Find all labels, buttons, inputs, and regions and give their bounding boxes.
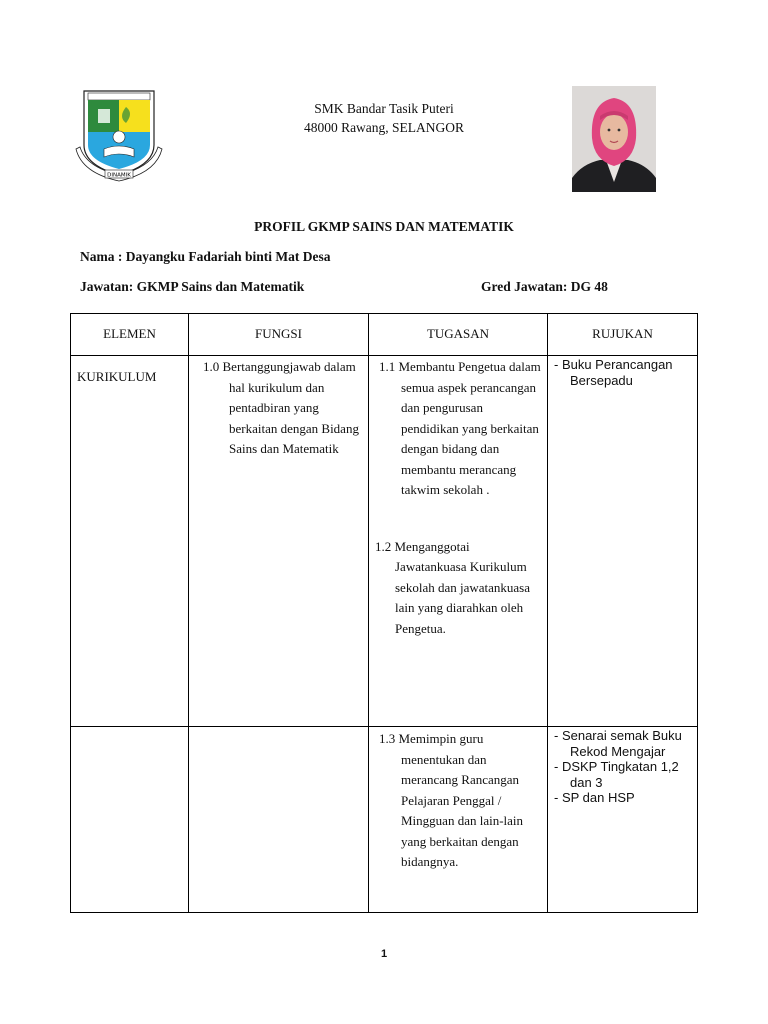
profile-table — [70, 313, 698, 913]
profile-grade: Gred Jawatan: DG 48 — [481, 279, 608, 294]
tugasan-3-text: 1.3 Memimpin guru menentukan dan merancang Rancangan Pelajaran Penggal / Mingguan dan lain-lain yang berkaitan dengan bidangnya. — [379, 731, 524, 869]
school-name: SMK Bandar Tasik Puteri — [314, 101, 454, 116]
cell-fungsi-empty — [189, 727, 369, 913]
table-row — [71, 356, 698, 727]
cell-rujukan — [548, 356, 698, 727]
cell-elemen — [71, 356, 189, 727]
rujukan-list — [548, 356, 697, 388]
tugasan-1-text: 1.1 Membantu Pengetua dalam semua aspek perancangan dan pengurusan pendidikan yang berkaitan dengan bidang dan membantu merancang takwim sekolah . — [379, 359, 541, 497]
cell-rujukan — [548, 727, 698, 913]
rujukan-item: - SP dan HSP — [554, 790, 635, 805]
rujukan-list — [548, 727, 697, 806]
school-address: 48000 Rawang, SELANGOR — [303, 120, 465, 135]
elemen-text: KURIKULUM — [77, 369, 157, 384]
cell-tugasan — [369, 356, 548, 727]
tugasan-2-text: 1.2 Menganggotai Jawatankuasa Kurikulum sekolah dan jawatankuasa lain yang diarahkan oleh Pengetua. — [375, 538, 531, 636]
profile-name: Nama : Dayangku Fadariah binti Mat Desa — [80, 249, 331, 264]
page-title: PROFIL GKMP SAINS DAN MATEMATIK — [254, 219, 514, 234]
crest-motto-text: DINAMIK — [107, 172, 131, 179]
table-row — [71, 727, 698, 913]
cell-elemen-empty — [71, 727, 189, 913]
header-tugasan: TUGASAN — [369, 314, 548, 356]
cell-fungsi — [189, 356, 369, 727]
rujukan-item: - Senarai semak Buku Rekod Mengajar — [554, 728, 682, 759]
rujukan-item: - Buku Perancangan Bersepadu — [554, 357, 673, 388]
rujukan-item: - DSKP Tingkatan 1,2 dan 3 — [554, 759, 679, 790]
header-fungsi: FUNGSI — [189, 314, 369, 356]
cell-tugasan — [369, 727, 548, 913]
profile-position: Jawatan: GKMP Sains dan Matematik — [80, 279, 305, 294]
table-header-row — [71, 314, 698, 356]
profile-photo — [572, 86, 656, 192]
fungsi-text: 1.0 Bertanggungjawab dalam hal kurikulum dan pentadbiran yang berkaitan dengan Bidang Sains dan Matematik — [203, 359, 359, 456]
header-rujukan: RUJUKAN — [548, 314, 698, 356]
header-elemen: ELEMEN — [71, 314, 189, 356]
page-number: 1 — [380, 948, 388, 960]
